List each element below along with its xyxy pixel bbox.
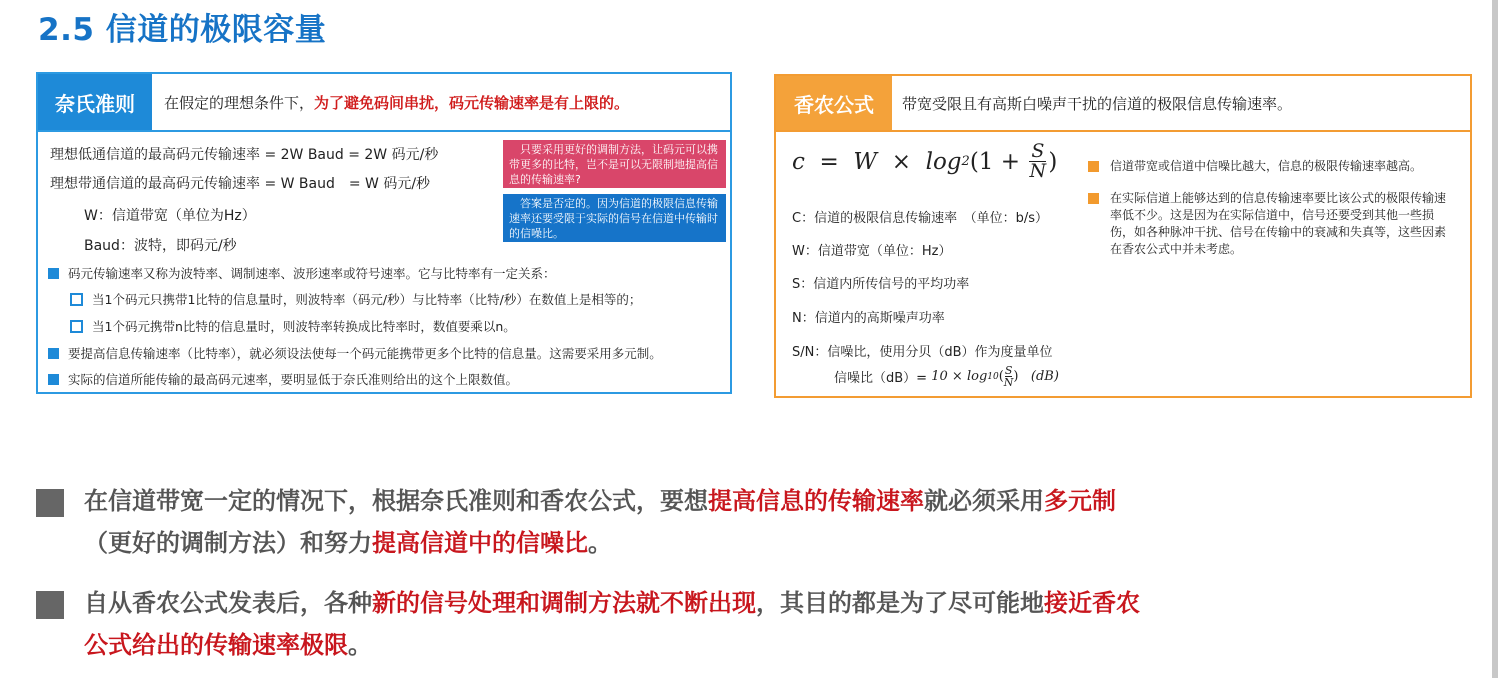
bullet-square-icon [48,348,59,359]
bandpass-rate: 理想带通信道的最高码元传输速率 = W Baud = W 码元/秒 [50,176,431,192]
db-fraction [1004,365,1014,388]
formula-open: (1 + [969,148,1021,175]
formula-n: N [1029,160,1047,182]
bullet-square-icon [36,489,64,517]
def-sn: S/N：信噪比，使用分贝（dB）作为度量单位 [792,345,1053,360]
conclusion-paragraph-1 [36,480,1146,564]
lowpass-rate: 理想低通信道的最高码元传输速率 = 2W Baud = 2W 码元/秒 [50,147,439,163]
def-s: S：信道内所传信号的平均功率 [792,277,970,292]
nyquist-tag: 奈氏准则 [38,74,152,130]
db-unit: (dB) [1030,369,1059,384]
bullet-square-icon [36,591,64,619]
formula-log: log [925,148,962,175]
db-s: S [1004,364,1013,377]
conclusion-1-text: 在信道带宽一定的情况下，根据奈氏准则和香农公式，要想提高信息的传输速率就必须采用多元制（更好的调制方法）和努力提高信道中的信噪比。 [84,487,1116,557]
shannon-formula [792,142,1057,181]
shannon-bullet-2-text: 在实际信道上能够达到的信息传输速率要比该公式的极限传输速率低不少。这是因为在实际信道中，信号还要受到其他一些损伤，如各种脉冲干扰、信号在传输中的衰减和失真等，这些因素在香农公式中并未考虑。 [1110,191,1447,256]
nyquist-intro-text: 在假定的理想条件下， [164,93,315,112]
nyquist-bullet-1-text: 码元传输速率又称为波特率、调制速率、波形速率或符号速率。它与比特率有一定关系： [68,266,556,281]
shannon-tag: 香农公式 [776,76,892,130]
answer-note: 答案是否定的。因为信道的极限信息传输速率还要受限于实际的信号在信道中传输时的信噪比。 [503,194,726,242]
hollow-square-icon [70,320,83,333]
nyquist-bullet-2 [48,344,662,362]
formula-c: c [792,148,805,175]
formula-w: W [853,148,878,175]
db-ten: 10 [931,369,948,384]
conclusion-2-text: 自从香农公式发表后，各种新的信号处理和调制方法就不断出现，其目的都是为了尽可能地接近香农公式给出的传输速率极限。 [84,589,1140,659]
scrollbar[interactable] [1492,0,1498,678]
nyquist-bullet-1 [48,264,556,282]
bandwidth-def: W：信道带宽（单位为Hz） [84,208,256,224]
nyquist-bullet-3-text: 实际的信道所能传输的最高码元速率，要明显低于奈氏准则给出的这个上限数值。 [68,372,519,387]
nyquist-bullet-2-text: 要提高信息传输速率（比特率），就必须设法使每一个码元能携带更多个比特的信息量。这需要采用多元制。 [68,346,662,361]
shannon-bullet-1-text: 信道带宽或信道中信噪比越大，信息的极限传输速率越高。 [1110,159,1423,173]
nyquist-sub-2 [70,317,516,335]
formula-times: × [891,148,911,175]
question-note: 只要采用更好的调制方法，让码元可以携带更多的比特，岂不是可以无限制地提高信息的传输速率? [503,140,726,188]
shannon-bullet-2 [1088,190,1448,258]
nyquist-intro-highlight: 为了避免码间串扰，码元传输速率是有上限的。 [314,93,630,112]
shannon-panel [774,74,1472,398]
hollow-square-icon [70,293,83,306]
db-formula-line [834,365,1059,388]
db-formula: 10 × log 10 ( $\frac{S}{N}$ ) (dB) [931,364,1059,389]
nyquist-bullet-3 [48,370,518,388]
db-log-base: 10 [987,371,999,382]
nyquist-sub-2-text: 当1个码元携带n比特的信息量时，则波特率转换成比特率时，数值要乘以n。 [92,319,516,334]
nyquist-sub-1 [70,290,641,308]
formula-s: S [1031,140,1045,162]
formula-eq: = [819,148,839,175]
def-n: N：信道内的高斯噪声功率 [792,311,945,326]
db-times: × [951,369,963,384]
shannon-intro: 带宽受限且有高斯白噪声干扰的信道的极限信息传输速率。 [902,94,1293,113]
nyquist-sub-1-text: 当1个码元只携带1比特的信息量时，则波特率（码元/秒）与比特率（比特/秒）在数值上是相等的； [92,292,642,307]
nyquist-header [38,74,730,132]
formula-close: ) [1048,148,1058,175]
page-title: 2.5 信道的极限容量 [38,12,327,48]
db-log: log [966,369,988,384]
formula-fraction [1029,142,1046,181]
conclusion-paragraph-2 [36,582,1146,666]
bullet-square-icon [48,374,59,385]
shannon-bullet-1 [1088,158,1448,175]
db-label: 信噪比（dB）= [834,371,928,386]
bullet-square-icon [1088,193,1099,204]
formula-log-base: 2 [961,154,970,169]
baud-def: Baud：波特，即码元/秒 [84,238,237,254]
def-w: W：信道带宽（单位：Hz） [792,244,952,259]
bullet-square-icon [48,268,59,279]
nyquist-panel [36,72,732,394]
nyquist-intro [164,74,629,130]
db-n: N [1003,376,1014,389]
bullet-square-icon [1088,161,1099,172]
shannon-header [776,76,1470,132]
def-c: C：信道的极限信息传输速率 （单位：b/s） [792,211,1048,226]
